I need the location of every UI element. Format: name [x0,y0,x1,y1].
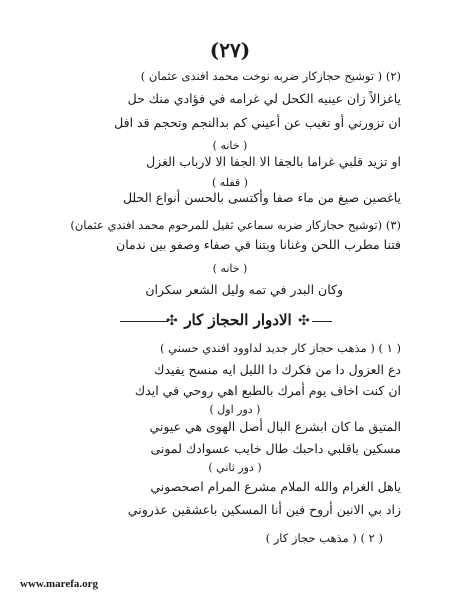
verse-line: مسكين ياقلبي داحبك طال خايب عسوادك لمونى [150,441,401,456]
page-number: (٢٧) [209,38,251,62]
heading-rule-left [120,321,168,322]
heading-rule-right [312,321,332,322]
section-label: ( خانه ) [212,262,248,275]
poem-heading-2: (٢) ( توشيح حجازكار ضربه نوخت محمد افندى عثمان ) [140,69,401,83]
verse-line: ان تزورني أو تغيب عن أعيني كم بدالنجم وتحجم قد افل [114,115,401,130]
verse-line: زاد بي الانين أروح فين أنا المسكين باعشقين عذروني [127,502,401,517]
footer-website: www.marefa.org [20,578,98,590]
verse-line: دع العزول دا من فكرك دا الليل ايه منسح يفيدك [154,362,401,377]
section-heading: الادوار الحجاز كار [184,311,292,329]
verse-line: فتنا مطرب اللحن وغنانا وبتنا في صفاء وصفو بين ندمان [116,237,401,252]
verse-line: المتيق ما كان ابشرع البال أصل الهوى هي عيوني [149,419,401,434]
verse-line: ياهل الغرام والله الملام مشرع المرام اصحصوني [150,479,401,494]
section-label: ( دور ثاني ) [208,461,262,474]
ornament-left: ✣ [166,313,178,329]
ornament-right: ✣ [298,313,310,329]
section-label: ( قفله ) [212,176,248,189]
verse-line: ياغصين صيغ من ماء صفا وأكتسى بالحسن أنواع الحلل [122,190,401,205]
verse-line: ياغزالاً زان عينيه الكحل لي غرامه في فؤادي منك حل [127,91,401,106]
section-label: ( دور اول ) [209,403,261,416]
song-heading-1: ( ١ ) ( مذهب حجاز كار جديد لداوود افندي حسني ) [159,341,401,355]
verse-line: وكان البدر في تمه وليل الشعر سكران [145,282,343,297]
verse-line: او تزيد قلبي غراما بالجفا الا الجفا الا لارباب الغزل [146,154,401,169]
section-label: ( خانه ) [212,139,248,152]
verse-line: ان كنت اخاف يوم أمرك بالطبع اهي روحي في ايدك [134,383,401,398]
song-heading-2: ( ٢ ) ( مذهب حجاز كار ) [265,531,383,545]
poem-heading-3: (٣) (توشيح حجازكار ضربه سماعي ثقيل للمرحوم محمد افندي عثمان) [70,218,401,232]
